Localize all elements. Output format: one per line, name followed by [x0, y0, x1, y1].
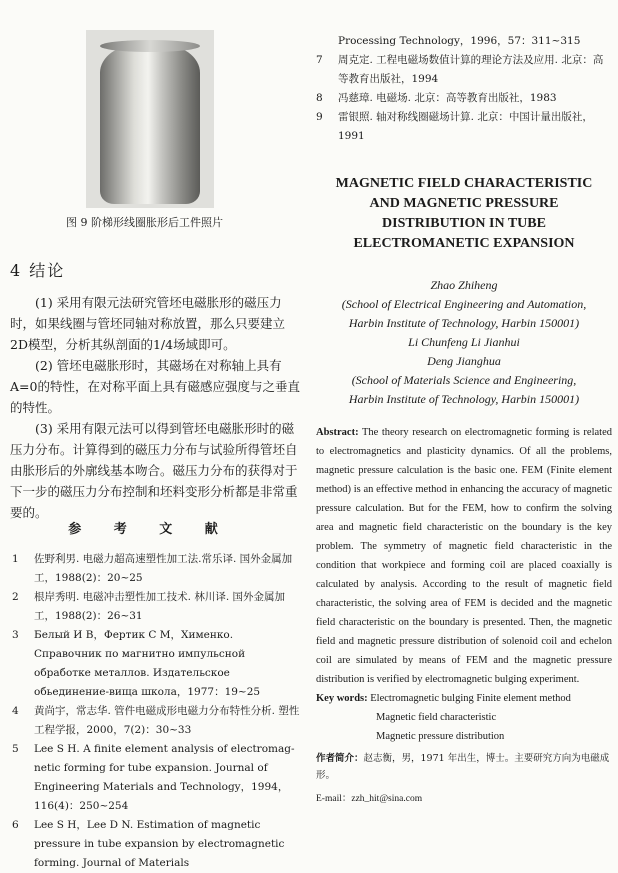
author-line: (School of Materials Science and Engineering,	[351, 373, 577, 387]
keywords-text: Magnetic field characteristic	[376, 712, 497, 723]
reference-item: 3 Белый И В，Фертик С М，Хименко. Справочник по магнитно импульсной обработке металлов. Издательское обьединение-вища школа，1977：19~25	[12, 629, 261, 698]
right-column	[316, 32, 612, 804]
paragraph: (2) 管坯电磁胀形时，其磁场在对称轴上具有A=0的特性，在对称平面上具有磁感应强度与之垂直的特性。	[10, 358, 300, 415]
keywords	[316, 689, 612, 746]
references-list-left	[12, 550, 302, 873]
reference-item: 2 根岸秀明. 电磁冲击塑性加工技术. 林川译. 国外金属加工，1988(2)：26~31	[12, 591, 286, 622]
reference-item: 8 冯慈璋. 电磁场. 北京：高等教育出版社，1983	[316, 92, 557, 104]
bulged-tube-image	[100, 44, 200, 204]
paragraph: (3) 采用有限元法可以得到管坯电磁胀形时的磁压力分布。计算得到的磁压力分布与试验所得管坯自由胀形后的外廓线基本吻合。磁压力分布的获得对于下一步的磁压力分布控制和坯料变形分析都是非常重要的。	[10, 421, 298, 520]
keywords-text: Electromagnetic bulging Finite element method	[367, 693, 571, 704]
author-line: Li Chunfeng Li Jianhui	[408, 335, 520, 349]
workpiece-photo	[86, 30, 214, 208]
title-line: ELECTROMANETIC EXPANSION	[353, 236, 575, 251]
abstract-label: Abstract:	[316, 427, 359, 438]
conclusion-paragraphs	[10, 292, 300, 523]
keywords-text: Magnetic pressure distribution	[376, 731, 505, 742]
bio-label: 作者简介：	[316, 753, 364, 764]
author-line: Deng Jianghua	[427, 354, 501, 368]
reference-item: 5 Lee S H. A finite element analysis of electromag- netic forming for tube expansion. Journal of Engineering Materials and Technology，1994，116(4)：250~254	[12, 743, 295, 812]
tube-rim	[100, 40, 200, 52]
reference-item: 4 黄尚宇，常志华. 管件电磁成形电磁力分布特性分析. 塑性工程学报，2000，7(2)：30~33	[12, 705, 300, 736]
references-list-right	[316, 32, 612, 146]
figure-caption: 图 9 阶梯形线圈胀形后工件照片	[66, 216, 223, 229]
author-line: (School of Electrical Engineering and Automation,	[341, 297, 587, 311]
section-title: 4 结论	[10, 261, 66, 280]
reference-item: 9 雷银照. 轴对称线圈磁场计算. 北京：中国计量出版社，1991	[316, 111, 593, 142]
paragraph: (1) 采用有限元法研究管坯电磁胀形的磁压力时，如果线圈与管坯同轴对称放置，那么只要建立2D模型，分析其纵剖面的1/4场域即可。	[10, 295, 286, 352]
english-title	[316, 174, 612, 254]
author-line: Zhao Zhiheng	[430, 278, 498, 292]
abstract	[316, 423, 612, 689]
reference-item: 6 Lee S H，Lee D N. Estimation of magnetic pressure in tube expansion by electromagnetic forming. Journal of Materials	[12, 819, 285, 869]
author-email: E-mail：zzh_hit@sina.com	[316, 794, 423, 804]
reference-item: Processing Technology，1996，57：311~315	[338, 35, 581, 47]
author-line: Harbin Institute of Technology, Harbin 150001)	[348, 316, 580, 330]
bio-text: 赵志衡，男，1971 年出生，博士。主要研究方向为电磁成形。	[316, 753, 610, 781]
reference-item: 1 佐野利男. 电磁力超高速塑性加工法.常乐译. 国外金属加工，1988(2)：20~25	[12, 553, 293, 584]
title-line: AND MAGNETIC PRESSURE	[369, 196, 559, 211]
title-line: DISTRIBUTION IN TUBE	[382, 216, 546, 231]
title-line: MAGNETIC FIELD CHARACTERISTIC	[335, 176, 593, 191]
keywords-label: Key words:	[316, 693, 368, 704]
references-heading: 参 考 文 献	[68, 522, 232, 537]
english-authors	[316, 276, 612, 409]
reference-item: 7 周克定. 工程电磁场数值计算的理论方法及应用. 北京：高等教育出版社，1994	[316, 54, 604, 85]
author-bio	[316, 750, 612, 784]
abstract-text: The theory research on electromagnetic forming is related to electromagnetics and plasticity dynamics. Of all the problems, magnetic pressure calculation is the basic one. FEM (Finite element method) is an effective method in enhancing the accuracy of magnetic pressure calculation. But for the FEM, how to confirm the solving area and magnetic field characteristic on the boundary is the key problem. The symmetry of magnetic field characteristic in the condition that workpiece and forming coil are placed coaxially is calculated by analysis. According to the result of magnetic field characteristic, the solving area of FEM is decided and the magnetic field characteristic on the boundary is presented. Then, the magnetic field and magnetic pressure distribution of solenoid coil and echelon coil are simulated by means of FEM and the magnetic pressure distribution is verified by electromagnetic bulging experiment.	[316, 427, 612, 685]
author-line: Harbin Institute of Technology, Harbin 150001)	[348, 392, 580, 406]
